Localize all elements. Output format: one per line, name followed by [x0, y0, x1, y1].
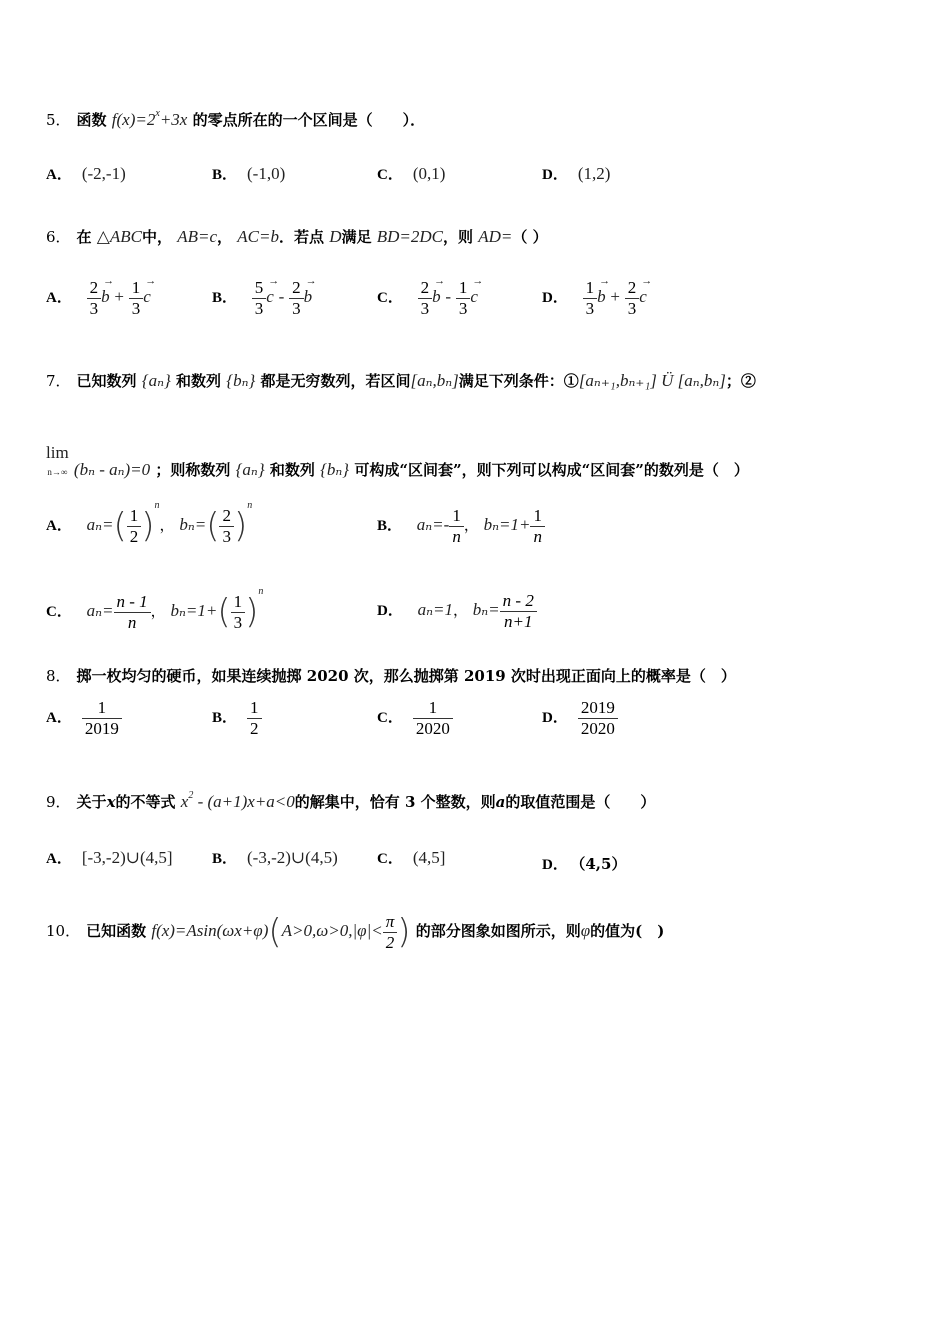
q6-option-c[interactable]: C． $\frac{2}{3}$ → b - $\frac{1}{3}$ → c	[377, 278, 478, 318]
question-6: 6． 在 △ABC中， AB=c， AC=b．若点 D满足 BD=2DC，则 AD=（ ）	[46, 227, 548, 246]
q5-option-c[interactable]: C． (0,1)	[377, 164, 446, 183]
q5-function: $f(x)=2^x+3x$	[111, 108, 188, 129]
q9-inequality: $x^2 - (a+1)x+a<0$	[180, 790, 295, 811]
q9-option-a[interactable]: A． [-3,-2)∪(4,5]	[46, 848, 173, 867]
q9-option-c[interactable]: C． (4,5]	[377, 848, 446, 867]
q5-number: 5．	[46, 111, 71, 129]
q5-option-a[interactable]: A． (-2,-1)	[46, 164, 126, 183]
q7-option-c[interactable]: C． aₙ= $\frac{n - 1}{n}$ ， bₙ=1+( $\frac{1}{3}$ )$^n$	[46, 586, 264, 632]
q7-option-d[interactable]: D． aₙ=1， bₙ= $\frac{n - 2}{n+1}$	[377, 591, 537, 631]
question-9: 9． 关于x的不等式 $x^2 - (a+1)x+a<0$的解集中，恰有 3 个整数，则a的取值范围是（ ）	[46, 790, 656, 811]
q6-option-d[interactable]: D． $\frac{1}{3}$ → b + $\frac{2}{3}$ → c	[542, 278, 647, 318]
q7-option-b[interactable]: B． aₙ=- $\frac{1}{n}$ ， bₙ=1+ $\frac{1}{n}$	[377, 506, 545, 546]
question-7: 7． 已知数列 {aₙ} 和数列 {bₙ} 都是无穷数列，若区间[aₙ,bₙ]满足下列条件：①[aₙ₊₁,bₙ₊₁] Ü [aₙ,bₙ]；②	[46, 371, 756, 390]
q8-option-b[interactable]: B． $\frac{1}{2}$	[212, 698, 262, 738]
question-10: 10． 已知函数 f(x)=Asin(ωx+φ)(A>0,ω>0,|φ|< $\frac{\pi}{2}$ ) 的部分图象如图所示，则φ的值为( )	[46, 912, 665, 953]
q9-option-b[interactable]: B． (-3,-2)∪(4,5)	[212, 848, 338, 867]
q7-option-a[interactable]: A． aₙ=( $\frac{1}{2}$ )$^n$， bₙ=( $\frac{2}{3}$ )$^n$	[46, 500, 253, 546]
q5-option-b[interactable]: B． (-1,0)	[212, 164, 286, 183]
q8-option-c[interactable]: C． $\frac{1}{2020}$	[377, 698, 453, 738]
question-5: 5． 函数 $f(x)=2^x+3x$ 的零点所在的一个区间是（ ）．	[46, 108, 426, 129]
q5-option-d[interactable]: D． (1,2)	[542, 164, 611, 183]
q8-option-a[interactable]: A． $\frac{1}{2019}$	[46, 698, 122, 738]
question-8: 8． 掷一枚均匀的硬币，如果连续抛掷 2020 次，那么抛掷第 2019 次时出现正面向上的概率是（ ）	[46, 667, 736, 685]
q6-option-a[interactable]: A． $\frac{2}{3}$ → b + $\frac{1}{3}$ → c	[46, 278, 151, 318]
q6-option-b[interactable]: B． $\frac{5}{3}$ → c - $\frac{2}{3}$ → b	[212, 278, 312, 318]
question-7-line2: lim n→∞ (bₙ - aₙ)=0 ；则称数列 {aₙ} 和数列 {bₙ} 可构成“区间套”，则下列可以构成“区间套”的数列是（ ）	[46, 443, 749, 479]
q9-option-d[interactable]: D． （4,5）	[542, 855, 627, 873]
q8-option-d[interactable]: D． $\frac{2019}{2020}$	[542, 698, 618, 738]
